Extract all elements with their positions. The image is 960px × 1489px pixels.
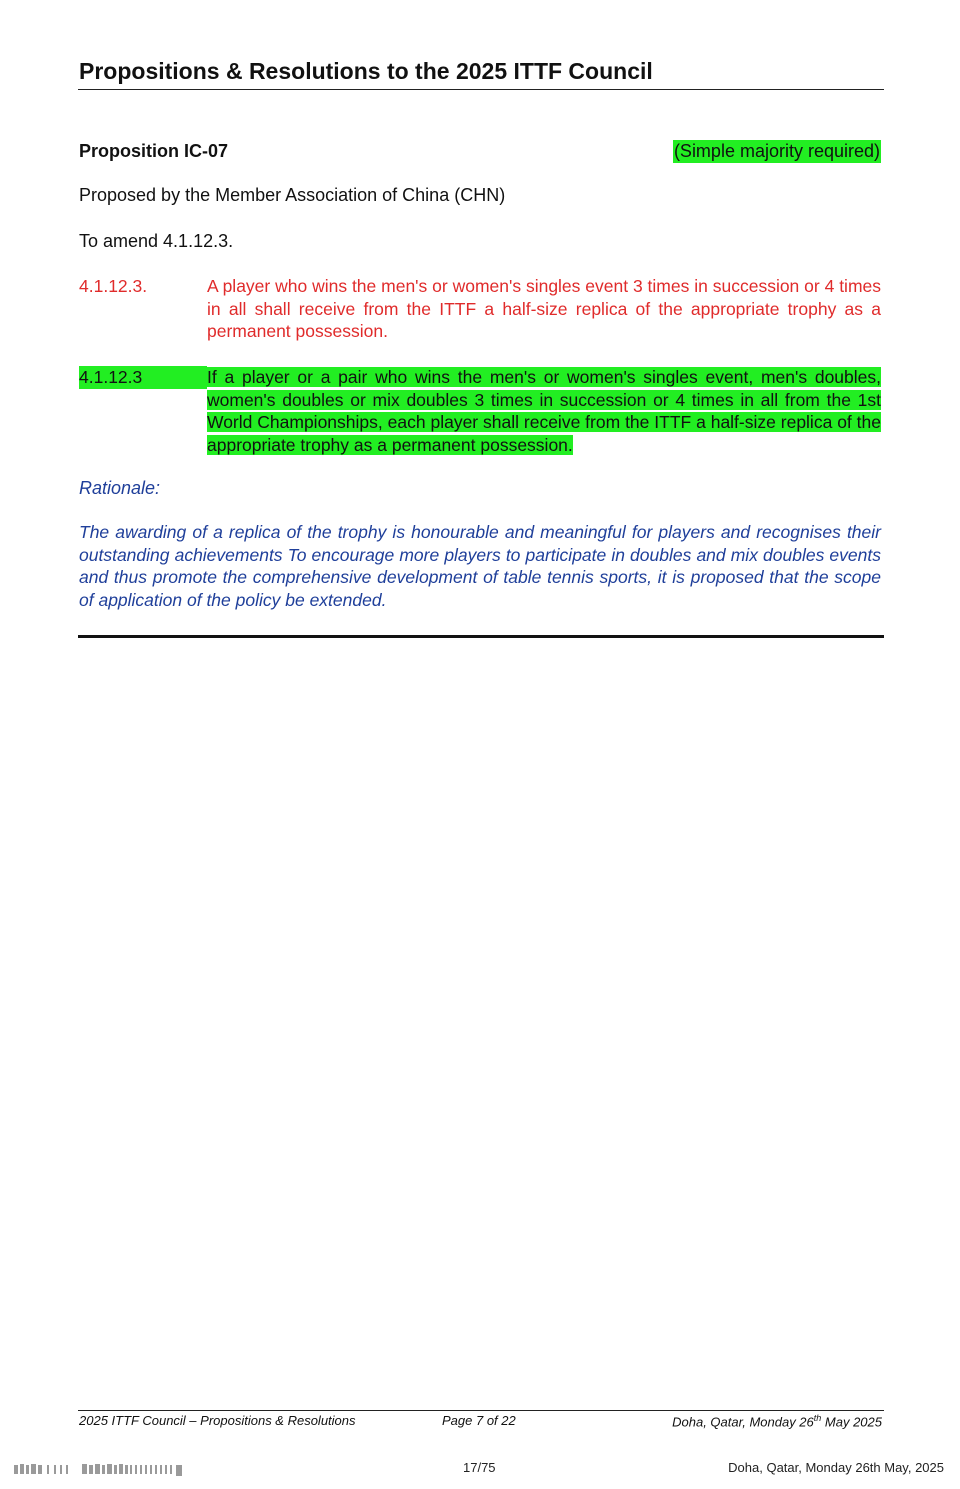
added-clause-number: 4.1.12.3 [79, 366, 207, 389]
proposed-by: Proposed by the Member Association of China (CHN) [79, 185, 506, 205]
title-divider [78, 89, 884, 90]
rationale-text: The awarding of a replica of the trophy is honourable and meaningful for players and recognises their outstanding achievements To encourage more players to participate in doubles and mix doubles events and thus promote the comprehensive development of table tennis sports, it is proposed that the scope of application of the policy be extended. [79, 522, 881, 610]
footer-date: Doha, Qatar, Monday 26th May 2025 [672, 1413, 882, 1430]
majority-note: (Simple majority required) [673, 141, 880, 161]
section-end-divider [78, 635, 884, 638]
obscured-text-graphic [14, 1462, 194, 1476]
deleted-clause-text: A player who wins the men's or women's singles event 3 times in succession or 4 times in all shall receive from the ITTF a half-size replica of the appropriate trophy as a permanent possession. [207, 276, 881, 341]
page-counter: 17/75 [463, 1460, 496, 1475]
rationale-heading: Rationale: [79, 478, 161, 498]
amend-line: To amend 4.1.12.3. [79, 231, 234, 251]
proposition-header [79, 140, 881, 164]
page-title: Propositions & Resolutions to the 2025 ITTF Council [79, 58, 653, 84]
footer-left: 2025 ITTF Council – Propositions & Resolutions [79, 1413, 356, 1428]
footer-page-number: Page 7 of 22 [442, 1413, 516, 1428]
bottom-date: Doha, Qatar, Monday 26th May, 2025 [728, 1460, 944, 1475]
footer-divider [78, 1410, 884, 1411]
deleted-clause-number: 4.1.12.3. [79, 276, 148, 296]
proposition-number: Proposition IC-07 [79, 141, 229, 161]
added-clause-text: If a player or a pair who wins the men's or women's singles event, men's doubles, women's doubles or mix doubles 3 times in succession or 4 times in all from the 1st World Championships, each player shall receive from the ITTF a half-size replica of the appropriate trophy as a permanent possession. [207, 367, 881, 455]
